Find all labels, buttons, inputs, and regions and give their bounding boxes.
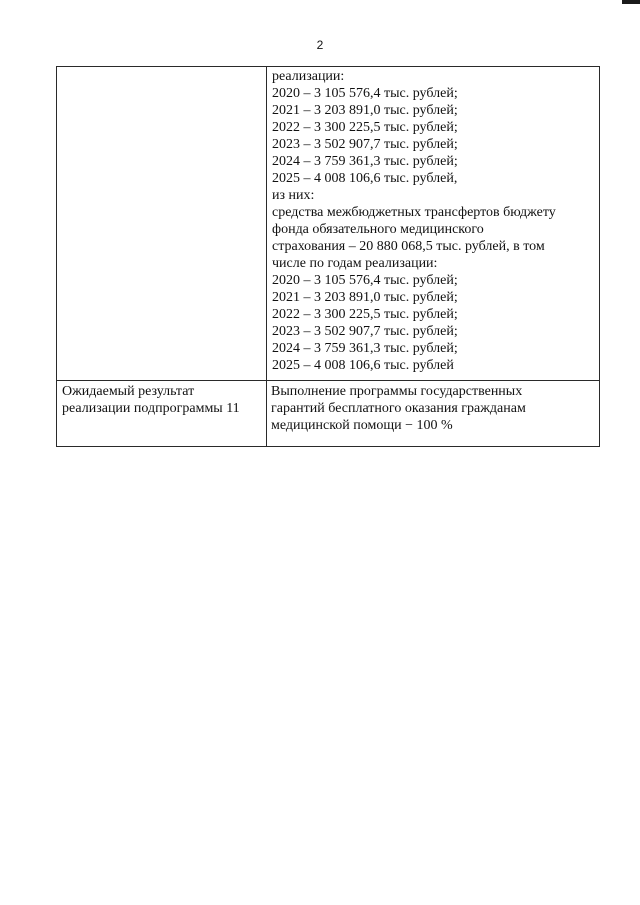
funding-line: 2021 – 3 203 891,0 тыс. рублей; — [272, 103, 458, 118]
funding-line: 2025 – 4 008 106,6 тыс. рублей — [272, 358, 454, 373]
table-row-funding — [57, 67, 600, 381]
funding-line: 2022 – 3 300 225,5 тыс. рублей; — [272, 307, 458, 322]
funding-line: 2020 – 3 105 576,4 тыс. рублей; — [272, 273, 458, 288]
funding-line: 2025 – 4 008 106,6 тыс. рублей, — [272, 171, 458, 186]
scan-corner-mark — [622, 0, 640, 4]
expected-result-line: Выполнение программы государственных — [271, 384, 523, 399]
funding-line: средства межбюджетных трансфертов бюджету — [272, 205, 556, 220]
funding-line: 2021 – 3 203 891,0 тыс. рублей; — [272, 290, 458, 305]
expected-result-value-cell — [267, 381, 600, 447]
funding-line: 2020 – 3 105 576,4 тыс. рублей; — [272, 86, 458, 101]
funding-line: 2023 – 3 502 907,7 тыс. рублей; — [272, 324, 458, 339]
funding-line: страхования – 20 880 068,5 тыс. рублей, в том — [272, 239, 545, 254]
funding-value-cell — [267, 67, 600, 381]
funding-line: 2024 – 3 759 361,3 тыс. рублей; — [272, 341, 458, 356]
expected-result-line: медицинской помощи − 100 % — [271, 418, 453, 433]
funding-line: из них: — [272, 188, 315, 203]
funding-line: фонда обязательного медицинского — [272, 222, 484, 237]
page-number: 2 — [316, 38, 324, 52]
funding-line: числе по годам реализации: — [272, 256, 438, 271]
passport-table — [56, 66, 600, 447]
expected-result-label-line: Ожидаемый результат — [62, 384, 195, 399]
funding-line: реализации: — [272, 69, 345, 84]
funding-line: 2023 – 3 502 907,7 тыс. рублей; — [272, 137, 458, 152]
expected-result-line: гарантий бесплатного оказания гражданам — [271, 401, 526, 416]
table-row-expected-result — [57, 381, 600, 447]
expected-result-label-line: реализации подпрограммы 11 — [62, 401, 240, 416]
expected-result-label-cell — [57, 381, 267, 447]
funding-line: 2022 – 3 300 225,5 тыс. рублей; — [272, 120, 458, 135]
funding-label-cell — [57, 67, 267, 381]
funding-line: 2024 – 3 759 361,3 тыс. рублей; — [272, 154, 458, 169]
